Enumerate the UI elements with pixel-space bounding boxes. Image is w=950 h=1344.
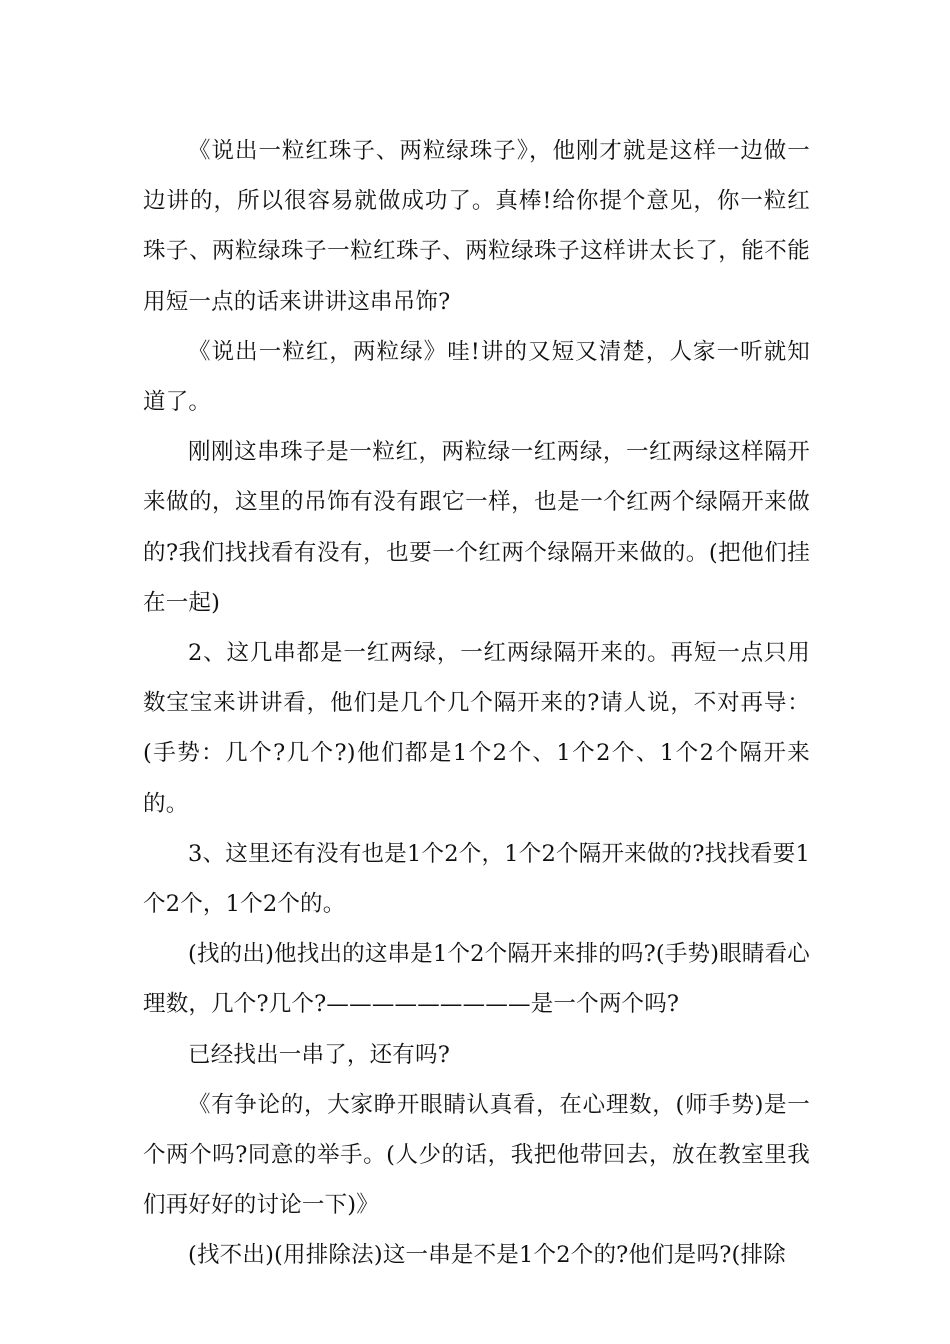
paragraph-5: 3、这里还有没有也是1个2个，1个2个隔开来做的?找找看要1个2个，1个2个的。: [143, 840, 810, 918]
paragraph-8: 《有争论的，大家睁开眼睛认真看，在心理数，(师手势)是一个两个吗?同意的举手。(人少的话，我把他带回去，放在教室里我们再好好的讨论一下)》: [143, 1091, 810, 1219]
paragraph-2: 《说出一粒红，两粒绿》哇!讲的又短又清楚，人家一听就知道了。: [143, 338, 810, 416]
paragraph-6: (找的出)他找出的这串是1个2个隔开来排的吗?(手势)眼睛看心理数，几个?几个?—————————是一个两个吗?: [143, 941, 811, 1018]
paragraph-3: 刚刚这串珠子是一粒红，两粒绿一红两绿，一红两绿这样隔开来做的，这里的吊饰有没有跟它一样，也是一个红两个绿隔开来做的?我们找找看有没有，也要一个红两个绿隔开来做的。(把他们挂在一起): [143, 439, 810, 616]
paragraph-9: (找不出)(用排除法)这一串是不是1个2个的?他们是吗?(排除: [188, 1242, 786, 1269]
document-body: [143, 126, 810, 1281]
paragraph-7: 已经找出一串了，还有吗?: [188, 1041, 450, 1068]
paragraph-4: 2、这几串都是一红两绿，一红两绿隔开来的。再短一点只用数宝宝来讲讲看，他们是几个几个隔开来的?请人说，不对再导：(手势：几个?几个?)他们都是1个2个、1个2个、1个2个隔开来的。: [143, 640, 810, 817]
paragraph-1: 《说出一粒红珠子、两粒绿珠子》，他刚才就是这样一边做一边讲的，所以很容易就做成功了。真棒!给你提个意见，你一粒红珠子、两粒绿珠子一粒红珠子、两粒绿珠子这样讲太长了，能不能用短一点的话来讲讲这串吊饰?: [143, 138, 810, 315]
